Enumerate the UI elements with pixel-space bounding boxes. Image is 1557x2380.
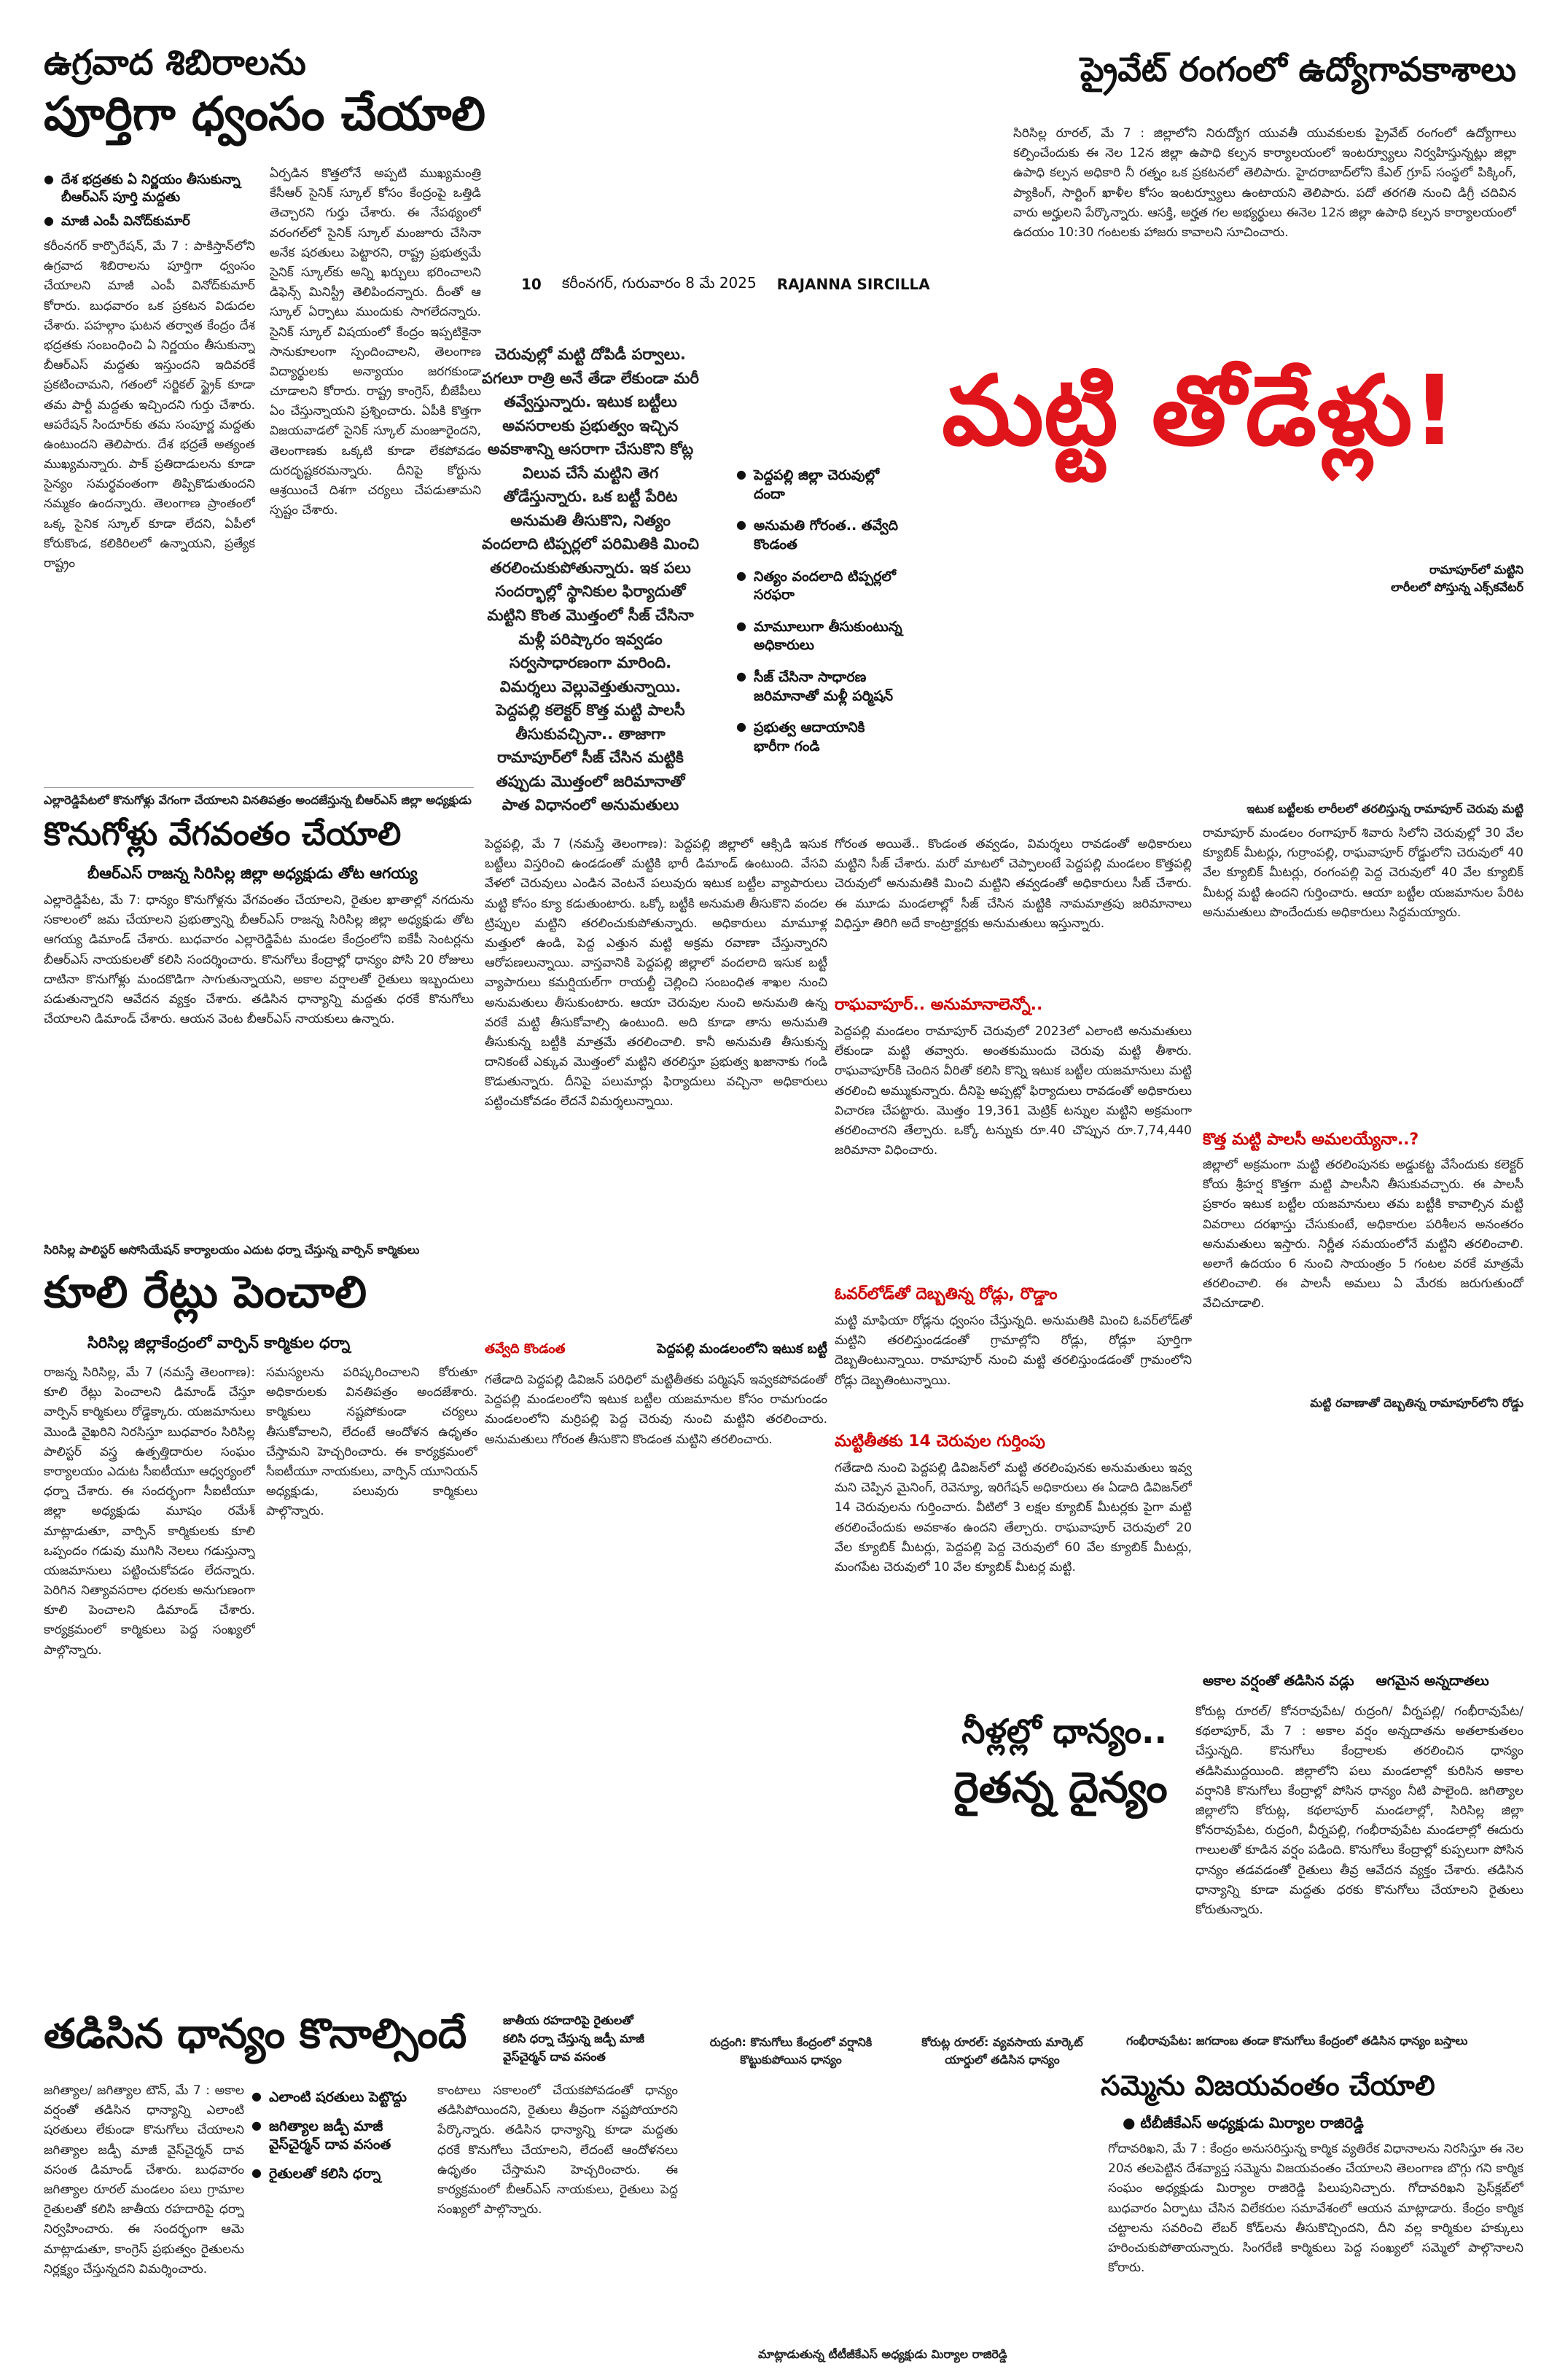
- story1-kicker: ఉగ్రవాద శిబిరాలను: [44, 44, 306, 83]
- story7-body1: జగిత్యాల/ జగిత్యాల టౌన్, మే 7 : అకాల వర్షంతో తడిసిన ధాన్యాన్ని ఎలాంటి షరతులు లేకుండా కొనుగోలు చేయాలని జగిత్యాల జడ్పీ మాజీ వైస్‌చైర్మన్ దావ వసంత డిమాండ్ చేశారు. బుధవారం జగిత్యాల రూరల్ మండలం పలు గ్రామాల రైతులతో కలిసి జాతీయ రహదారిపై ధర్నా నిర్వహించారు. ఈ సందర్భంగా ఆమె మాట్లాడుతూ, కాంగ్రెస్ ప్రభుత్వం రైతులను నిర్లక్ష్యం చేస్తున్నదని విమర్శించారు.: [44, 2083, 244, 2276]
- story3-col2-para: గతేడాది నుంచి పెద్దపల్లి డివిజన్‌లో మట్టి తరలింపునకు అనుమతులు ఇవ్వ మని చెప్పిన మైనింగ్, రెవెన్యూ, ఇరిగేషన్ అధికారులు ఈ ఏడాది డివిజన్‌లో 14 చెరువులను గుర్తించారు. వీటిలో 3 లక్షల క్యూబిక్ మీటర్లకు పైగా మట్టి తరలించేందుకు అవకాశం ఉందని తేల్చారు. రాఘవాపూర్ చెరువులో 20 వేల క్యూబిక్ మీటర్లు, పెద్దపల్లి పెద్ద చెరువులో 60 వేల క్యూబిక్ మీటర్లు, మంగపేట చెరువులో 10 వేల క్యూబిక్ మీటర్ల మట్టి.: [835, 1461, 1192, 1575]
- story2-kicker: ప్రైవేట్ రంగంలో ఉద్యోగావకాశాలు: [1080, 51, 1516, 89]
- photo-caption-gambhiraopet: గంభీరావుపేట: జగదాంబ తండా కొనుగోలు కేంద్రంలో తడిసిన ధాన్యం బస్తాలు: [1126, 2034, 1468, 2048]
- photo-caption-korutla: కోరుట్ల రూరల్: వ్యవసాయ మార్కెట్ యార్డులో తడిసిన ధాన్యం: [921, 2035, 1083, 2067]
- story8-bullet: ● టీబీజీకేఎస్ అధ్యక్షుడు మిర్యాల రాజిరెడ్డి: [1123, 2114, 1364, 2131]
- story5-body2: సమస్యలను పరిష్కరించాలని కోరుతూ అధికారులకు వినతిపత్రం అందజేశారు. కార్మికులు నష్టపోకుండా చర్యలు తీసుకోవాలని, లేదంటే ఆందోళన ఉధృతం చేస్తామని హెచ్చరించారు. ఈ కార్యక్రమంలో సీఐటీయూ నాయకులు, వార్పిన్ యూనియన్ అధ్యక్షుడు, పలువురు కార్మికులు పాల్గొన్నారు.: [266, 1365, 477, 1519]
- story5-body1: రాజన్న సిరిసిల్ల, మే 7 (నమస్తే తెలంగాణ): కూలి రేట్లు పెంచాలని డిమాండ్ చేస్తూ వార్పిన్ కార్మికులు రోడ్డెక్కారు. యజమానులు మొండి వైఖరిని నిరసిస్తూ బుధవారం సిరిసిల్ల పాలిస్టర్ వస్త్ర ఉత్పత్తిదారుల సంఘం కార్యాలయం ఎదుట సీఐటీయూ ఆధ్వర్యంలో ధర్నా చేశారు. ఈ సందర్భంగా సీఐటీయూ జిల్లా అధ్యక్షుడు మూషం రమేశ్ మాట్లాడుతూ, వార్పిన్ కార్మికులకు కూలి ఒప్పందం గడువు ముగిసి నెలలు గడుస్తున్నా యజమానులు పట్టించుకోవడం లేదన్నారు. పెరిగిన నిత్యావసరాల ధరలకు అనుగుణంగా కూలి పెంచాలని డిమాండ్ చేశారు. కార్యక్రమంలో కార్మికులు పెద్ద సంఖ్యలో పాల్గొన్నారు.: [44, 1365, 255, 1658]
- story3-pull-quote: చెరువుల్లో మట్టి దోపిడీ పర్వాలు. పగలూ రాత్రి అనే తేడా లేకుండా మరీ తవ్వేస్తున్నారు. ఇటుక బట్టీలు అవసరాలకు ప్రభుత్వం ఇచ్చిన అవకాశాన్ని ఆసరాగా చేసుకొని కోట్ల విలువ చేసే మట్టిని తెగ తోడేస్తున్నారు. ఒక బట్టీ పేరిట అనుమతి తీసుకొని, నిత్యం వందలాది టిప్పర్లలో పరిమితికి మించి తరలించుకుపోతున్నారు. ఇక పలు సందర్భాల్లో స్థానికుల ఫిర్యాదుతో మట్టిని కొంత మొత్తంలో సీజ్ చేసినా మళ్లీ పరిష్కారం ఇవ్వడం సర్వసాధారణంగా మారింది. విమర్శలు వెల్లువెత్తుతున్నాయి. పెద్దపల్లి కలెక్టర్ కొత్త మట్టి పాలసీ తీసుకువచ్చినా.. తాజాగా రామాపూర్‌లో సీజ్ చేసిన మట్టికి తప్పుడు మొత్తంలో జరిమానాతో పాత విధానంలో అనుమతులు: [482, 346, 699, 814]
- story3-right-col: రామాపూర్ మండలం రంగాపూర్ శివారు సిలోని చెరువుల్లో 30 వేల క్యూబిక్ మీటర్లు, గుర్రాంపల్లి, రాఘవాపూర్ రోడ్డులోని చెరువులో 40 వేల క్యూబిక్ మీటర్లు, రంగంపల్లి పెద్ద చెరువులో 40 వేల క్యూబిక్ మీటర్ల మట్టి ఉందని గుర్తించారు. ఆయా బట్టీల యజమానుల పేరిట అనుమతులు పొందేందుకు అధికారులు సిద్ధమయ్యారు.: [1203, 826, 1523, 920]
- story3-photo-byline: [1305, 561, 1523, 605]
- story7-deck-line: వైస్‌చైర్మన్ దావ వసంత: [503, 2049, 606, 2064]
- story1-body-left: కరీంనగర్ కార్పొరేషన్, మే 7 : పాకిస్తాన్‌లోని ఉగ్రవాద శిబిరాలను పూర్తిగా ధ్వంసం చేయాలని మాజీ ఎంపీ వినోద్‌కుమార్ కోరారు. బుధవారం ఒక ప్రకటన విడుదల చేశారు. పహల్గాం ఘటన తర్వాత కేంద్రం దేశ భద్రతకు సంబంధించి ఏ నిర్ణయం తీసుకున్నా బీఆర్ఎస్ మద్దతు ఇస్తుందని ఇదివరకే ప్రకటించామని, గతంలో సర్జికల్ స్ట్రైక్ కూడా తమ పార్టీ మద్దతు ఇచ్చిందని గుర్తు చేశారు. ఆపరేషన్ సిందూర్‌కు తమ సంపూర్ణ మద్దతు ఉంటుందని తెలిపారు. దేశ భద్రతే అత్యంత ముఖ్యమన్నారు. పాక్ ప్రతిదాడులను కూడా సైన్యం సమర్థవంతంగా తిప్పికొడుతుందని నమ్మకం ఉందన్నారు. తెలంగాణ ప్రాంతంలో ఒక్క సైనిక స్కూల్ కూడా లేదని, ఏపీలో కోరుకొండ, కలికిరిలలో ఉన్నాయని, ప్రత్యేక రాష్ట్రం: [44, 239, 255, 571]
- story4-headline: కొనుగోళ్లు వేగవంతం చేయాలి: [44, 816, 402, 853]
- story6-headline-line1: నీళ్లల్లో ధాన్యం..: [961, 1713, 1167, 1751]
- story3-subhead: రాఘవాపూర్.. అనుమానాలెన్నో..: [835, 996, 1043, 1014]
- story7-photo-caption: [503, 2012, 685, 2085]
- story7-body2: కాంటాలు సకాలంలో చేయకపోవడంతో ధాన్యం తడిసిపోయిందని, రైతులు తీవ్రంగా నష్టపోయారని పేర్కొన్నారు. తడిసిన ధాన్యాన్ని కూడా మద్దతు ధరకే కొనుగోలు చేయాలని, లేదంటే ఆందోళనలు ఉధృతం చేస్తామని హెచ్చరించారు. ఈ కార్యక్రమంలో బీఆర్ఎస్ నాయకులు, రైతులు పెద్ద సంఖ్యలో పాల్గొన్నారు.: [437, 2083, 678, 2217]
- story1-bullet: ● దేశ భద్రతకు ఏ నిర్ణయం తీసుకున్నా బీఆర్ఎస్ పూర్తి మద్దతు: [44, 171, 255, 207]
- story3-body-col1: పెద్దపల్లి, మే 7 (నమస్తే తెలంగాణ): పెద్దపల్లి జిల్లాలో ఆక్సిడి ఇసుక బట్టీలు విస్తరించి ఉండడంతో మట్టికి భారీ డిమాండ్ ఉంటుంది. వేసవి వేళలో చెరువులు ఎండిన వెంటనే పలువురు ఇటుక బట్టీల వ్యాపారులు మట్టి కోసం క్యూ కడుతుంటారు. ఒక్కో బట్టీకి అనుమతి తీసుకొని వందల ట్రిప్పుల మట్టిని తరలించుకుపోతున్నారు. అధికారులు మామూళ్ల మత్తులో ఉండి, పెద్ద ఎత్తున మట్టి అక్రమ రవాణా చేస్తున్నారని ఆరోపణలున్నాయి. వాస్తవానికి పెద్దపల్లి జిల్లాలో వందలాది ఇసుక బట్టీ వ్యాపారులు కమర్షియల్‌గా రాయల్టీ చెల్లించి సంబంధిత శాఖల నుంచి అనుమతులు తీసుకుంటారు. ఆయా చెరువుల నుంచి అనుమతి ఉన్న వరకే మట్టి తీసుకోవాల్సి ఉంటుంది. అది కూడా తాను అనుమతి తీసుకున్న బట్టీకి మాత్రమే తరలించాలి. కానీ అనుమతి తీసుకున్న దానికంటే ఎక్కువ మొత్తంలో మట్టిని తరలిస్తూ ప్రభుత్వ ఖజానాకు గండి కొడుతున్నారు. దీనిపై పలుమార్లు ఫిర్యాదులు వచ్చినా అధికారులు పట్టించుకోవడం లేదనే విమర్శలున్నాయి.: [485, 837, 827, 1109]
- story4-deck: బీఆర్ఎస్ రాజన్న సిరిసిల్ల జిల్లా అధ్యక్షుడు తోట ఆగయ్య: [87, 865, 418, 882]
- story8-headline: సమ్మెను విజయవంతం చేయాలి: [1101, 2070, 1435, 2102]
- story3-headline: మట్టి తోడేళ్లు!: [942, 355, 1456, 467]
- story3-bullet: ● పెద్దపల్లి జిల్లా చెరువుల్లో దందా: [736, 467, 904, 504]
- folio-dateline: కరీంనగర్, గురువారం 8 మే 2025: [561, 273, 757, 292]
- folio-edition: RAJANNA SIRCILLA: [776, 276, 930, 293]
- mid-photo-caption: పెద్దపల్లి మండలంలోని ఇటుక బట్టీ: [657, 1341, 827, 1357]
- story7-bullet: ● రైతులతో కలిసి ధర్నా: [251, 2165, 434, 2184]
- story3-photo-caption: మట్టి రవాణాతో దెబ్బతిన్న రామాపూర్‌లోని రోడ్డు: [1310, 1396, 1523, 1410]
- story1-bullets: [44, 171, 255, 233]
- story1-bullet: ● మాజీ ఎంపీ వినోద్‌కుమార్: [44, 213, 255, 230]
- folio: [521, 270, 988, 299]
- story3-col2-para: మట్టి మాఫియా రోడ్లను ధ్వంసం చేస్తున్నది. అనుమతికి మించి ఓవర్‌లోడ్‌తో మట్టిని తరలిస్తుండడంతో గ్రామాల్లోని రోడ్లు, రోడ్లూ పూర్తిగా దెబ్బతింటున్నాయి. రామాపూర్ నుంచి మట్టి తరలిస్తుండడంతో గ్రామంలోని రోడ్లు దెబ్బతింటున్నాయి.: [835, 1314, 1192, 1388]
- story8-body: గోదావరిఖని, మే 7 : కేంద్రం అనుసరిస్తున్న కార్మిక వ్యతిరేక విధానాలను నిరసిస్తూ ఈ నెల 20న తలపెట్టిన దేశవ్యాప్త సమ్మెను విజయవంతం చేయాలని తెలంగాణ బొగ్గు గని కార్మిక సంఘం అధ్యక్షుడు మిర్యాల రాజిరెడ్డి పిలుపునిచ్చారు. గోదావరిఖని ప్రెస్‌క్లబ్‌లో బుధవారం ఏర్పాటు చేసిన విలేకరుల సమావేశంలో ఆయన మాట్లాడారు. కేంద్రం కార్మిక చట్టాలను సవరించి లేబర్ కోడ్‌లను తీసుకొచ్చిందని, దీని వల్ల కార్మికుల హక్కులు హరించుకుపోతాయన్నారు. సింగరేణి కార్మికులు పెద్ద సంఖ్యలో సమ్మెలో పాల్గొనాలని కోరారు.: [1108, 2142, 1523, 2276]
- story6-headline-line2: రైతన్న దైన్యం: [953, 1764, 1168, 1812]
- story4-body: ఎల్లారెడ్డిపేట, మే 7: ధాన్యం కొనుగోళ్లను వేగవంతం చేయాలని, రైతుల ఖాతాల్లో నగదును సకాలంలో జమ చేయాలని ప్రభుత్వాన్ని బీఆర్ఎస్ రాజన్న సిరిసిల్ల జిల్లా అధ్యక్షుడు తోట ఆగయ్య డిమాండ్ చేశారు. బుధవారం ఎల్లారెడ్డిపేట మండల కేంద్రంలోని ఐకేపీ సెంటర్లను బీఆర్ఎస్ నాయకులతో కలిసి సందర్శించారు. కొనుగోలు కేంద్రాల్లో ధాన్యం పోసి 20 రోజులు దాటినా కొనుగోళ్లు మందకొడిగా సాగుతున్నాయని, అకాల వర్షాలతో రైతులు ఇబ్బందులు పడుతున్నారని ఆవేదన వ్యక్తం చేశారు. తడిసిన ధాన్యాన్ని మద్దతు ధరకే కొనుగోలు చేయాలని డిమాండ్ చేశారు. ఆయన వెంట బీఆర్ఎస్ నాయకులు ఉన్నారు.: [44, 893, 474, 1027]
- story3-right-col2: జిల్లాలో అక్రమంగా మట్టి తరలింపునకు అడ్డుకట్ట వేసేందుకు కలెక్టర్ కోయ శ్రీహర్ష కొత్తగా మట్టి పాలసీని తీసుకువచ్చారు. ఈ పాలసీ ప్రకారం ఇటుక బట్టీల యజమానులు తమ బట్టీకి కావాల్సిన మట్టి వివరాలు దరఖాస్తు చేసుకుంటే, అధికారుల పరిశీలన అనంతరం అనుమతులు ఇస్తారు. నిర్ణీత సమయంలోనే మట్టిని తరలించాలి. అలాగే ఉదయం 6 నుంచి సాయంత్రం 5 గంటల వరకే మాత్రమే తరలించాలి. ఈ పాలసీ అమలు ఏ మేరకు జరుగుతుందో వేచిచూడాలి.: [1203, 1158, 1523, 1311]
- story3-bullet: ● అనుమతి గోరంత.. తవ్వేది కొండంత: [736, 517, 904, 554]
- divider: [44, 787, 474, 788]
- story3-subhead: మట్టితీతకు 14 చెరువుల గుర్తింపు: [835, 1432, 1045, 1451]
- story7-bullet: ● ఎలాంటి షరతులు పెట్టొద్దు: [251, 2088, 434, 2107]
- story6-bullets: [1203, 1673, 1523, 1698]
- story7-headline: తడిసిన ధాన్యం కొనాల్సిందే: [44, 2012, 467, 2058]
- story3-col2-para: పెద్దపల్లి మండలం రామాపూర్ చెరువులో 2023లో ఎలాంటి అనుమతులు లేకుండా మట్టి తవ్వారు. అంతకుముందు చెరువు మట్టి తీశారు. రాఘవాపూర్‌కి చెందిన వీరితో కలిసి కొన్ని ఇటుక బట్టీల యజమానులు మట్టి తరలించి అమ్ముకున్నారు. దీనిపై అప్పట్లో ఫిర్యాదులు రావడంతో అధికారులు విచారణ చేపట్టారు. మొత్తం 19,361 మెట్రిక్ టన్నుల మట్టిని అక్రమంగా తరలించారని తేల్చారు. ఒక్కో టన్నుకు రూ.40 చొప్పున రూ.7,74,440 జరిమానా విధించారు.: [835, 1024, 1192, 1158]
- story3-bullet: ● సీజ్ చేసినా సాధారణ జరిమానాతో మళ్లీ పర్మిషన్: [736, 668, 904, 706]
- story3-bullet: ● మామూలుగా తీసుకుంటున్న అధికారులు: [736, 618, 904, 655]
- story5-photo-caption: సిరిసిల్ల పాలిస్టర్ అసోసియేషన్ కార్యాలయం ఎదుట ధర్నా చేస్తున్న వార్పిన్ కార్మికులు: [44, 1243, 420, 1257]
- story7-bullet: ● జగిత్యాల జడ్పీ మాజీ వైస్‌చైర్మన్ దావ వసంత: [251, 2118, 434, 2155]
- story3-photo-caption: ఇటుక బట్టీలకు లారీలలో తరలిస్తున్న రామాపూర్ చెరువు మట్టి: [1246, 802, 1523, 816]
- story3-bullet: ● నిత్యం వందలాది టిప్పర్లలో సరఫరా: [736, 568, 904, 605]
- story4-photo-caption: ఎల్లారెడ్డిపేటలో కొనుగోళ్లు వేగంగా చేయాలని వినతిపత్రం అందజేస్తున్న బీఆర్ఎస్ జిల్లా అధ్యక్షుడు: [44, 793, 472, 807]
- story1-body-right: ఏర్పడిన కొత్తలోనే అప్పటి ముఖ్యమంత్రి కేసీఆర్ సైనిక్ స్కూల్ కోసం కేంద్రంపై ఒత్తిడి తెచ్చారని గుర్తు చేశారు. ఈ నేపథ్యంలో వరంగల్‌లో సైనిక్ స్కూల్ మంజూరు చేసినా అనేక షరతులు పెట్టారని, రాష్ట్ర ప్రభుత్వమే సైనిక్ స్కూల్‌కు అన్ని ఖర్చులు భరించాలని డిఫెన్స్ మినిస్ట్రీ తెలిపిందన్నారు. దీంతో ఆ స్కూల్ ఏర్పాటు ముందుకు సాగలేదన్నారు. సైనిక్ స్కూల్ విషయంలో కేంద్రం ఇప్పటికైనా సానుకూలంగా స్పందించాలని, తెలంగాణ విద్యార్థులకు అన్యాయం జరగకుండా చూడాలని కోరారు. రాష్ట్ర కాంగ్రెస్, బీజేపీలు ఏం చేస్తున్నాయని ప్రశ్నించారు. ఏపీకి కొత్తగా విజయవాడలో సైనిక్ స్కూల్ మంజూరైందని, తెలంగాణకు ఒక్కటి కూడా లేకపోవడం దురదృష్టకరమన్నారు. దీనిపై కోర్టును ఆశ్రయించే దిశగా చర్యలు చేపడుతామని స్పష్టం చేశారు.: [270, 166, 481, 518]
- story6-body: కోరుట్ల రూరల్/ కోనరావుపేట/ రుద్రంగి/ వీర్నపల్లి/ గంభీరావుపేట/ కథలాపూర్, మే 7 : అకాల వర్షం అన్నదాతను అతలాకుతలం చేస్తున్నది. కొనుగోలు కేంద్రాలకు తరలించిన ధాన్యం తడిసిముద్దయింది. జిల్లాలోని పలు మండలాల్లో కురిసిన అకాల వర్షానికి కొనుగోలు కేంద్రాల్లో పోసిన ధాన్యం నీటి పాలైంది. జగిత్యాల జిల్లాలోని కోరుట్ల, కథలాపూర్ మండలాల్లో, సిరిసిల్ల జిల్లా కోనరావుపేట, రుద్రంగి, వీర్నపల్లి, గంభీరావుపేట మండలాల్లో ఈదురు గాలులతో కూడిన వర్షం పడింది. కొనుగోలు కేంద్రాల్లో కుప్పలుగా పోసిన ధాన్యం తడవడంతో రైతులు తీవ్ర ఆవేదన వ్యక్తం చేశారు. తడిసిన ధాన్యాన్ని కూడా మద్దతు ధరకు కొనుగోలు చేయాలని రైతులు కోరుతున్నారు.: [1195, 1704, 1523, 1917]
- story7-bullets: [251, 2088, 434, 2234]
- mid-photo-header: [485, 1341, 827, 1362]
- story3-byline-line1: రామాపూర్‌లో మట్టిని: [1429, 563, 1523, 577]
- story1-headline-block: [44, 44, 496, 160]
- story3-subhead: ఓవర్‌లోడ్‌తో దెబ్బతిన్న రోడ్లు, రొడ్డాం: [835, 1285, 1058, 1303]
- story7-deck-line: జాతీయ రహదారిపై రైతులతో: [503, 2013, 633, 2027]
- story3-subhead: కొత్త మట్టి పాలసీ అమలయ్యేనా..?: [1203, 1131, 1419, 1149]
- photo-caption-rajireddy: మాట్లాడుతున్న టీటీజీకేఎస్ అధ్యక్షుడు మిర్యాల రాజిరెడ్డి: [758, 2347, 1007, 2361]
- story3-col2-para: గోరంత అయితే.. కొండంత తవ్వడం, విమర్శలు రావడంతో అధికారులు మట్టిని సీజ్ చేశారు. మరో మాటలో చెప్పాలంటే పెద్దపల్లి మండలం కొత్తపల్లి చెరువులో అనుమతికి మించి మట్టిని తవ్వడంతో అధికారులు సీజ్ చేశారు. ఈ మూడు మండలాల్లో సీజ్ చేసిన మట్టికి నామమాత్రపు జరిమానాలు విధిస్తూ తిరిగి అదే కాంట్రాక్టర్లకు అనుమతులు ఇస్తున్నారు.: [835, 837, 1192, 931]
- story1-headline: పూర్తిగా ధ్వంసం చేయాలి: [44, 87, 486, 141]
- photo-caption-rudrangi: రుద్రంగి: కొనుగోలు కేంద్రంలో వర్షానికి కొట్టుకుపోయిన ధాన్యం: [709, 2035, 873, 2067]
- story2-body: సిరిసిల్ల రూరల్, మే 7 : జిల్లాలోని నిరుద్యోగ యువతీ యువకులకు ప్రైవేట్ రంగంలో ఉద్యోగాలు కల్పించేందుకు ఈ నెల 12న జిల్లా ఉపాధి కల్పన కార్యాలయంలో ఇంటర్వ్యూలు నిర్వహిస్తున్నట్లు జిల్లా ఉపాధి కల్పన అధికారి నీ రత్నం ఒక ప్రకటనలో తెలిపారు. హైదరాబాద్‌లోని కేఎల్ గ్రూప్ సంస్థలో పిక్కింగ్, ప్యాకింగ్, సార్టింగ్ ఖాళీల కోసం ఇంటర్వ్యూలు ఉంటాయని తెలిపారు. పదో తరగతి నుంచి డిగ్రీ చదివిన వారు అర్హులని పేర్కొన్నారు. ఆసక్తి, అర్హత గల అభ్యర్థులు ఈనెల 12న జిల్లా ఉపాధి కల్పన కార్యాలయంలో ఉదయం 10:30 గంటలకు హాజరు కావాలని సూచించారు.: [1013, 126, 1516, 240]
- story7-deck-line: కలిసి ధర్నా చేస్తున్న జడ్పీ మాజీ: [503, 2031, 644, 2045]
- story3-bullets: [736, 467, 904, 824]
- story3-byline-line2: లారీలలో పోస్తున్న ఎక్స్‌కవేటర్: [1391, 580, 1523, 594]
- story8-bullet-text: టీబీజీకేఎస్ అధ్యక్షుడు మిర్యాల రాజిరెడ్డి: [1140, 2114, 1364, 2131]
- story6-bullet: అకాల వర్షంతో తడిసిన వడ్లు: [1203, 1673, 1354, 1689]
- story3-body-col2: [835, 835, 1192, 1709]
- story3-bullet: ● ప్రభుత్వ ఆదాయానికి భారీగా గండి: [736, 719, 904, 756]
- story6-bullet: ఆగమైన అన్నదాతలు: [1375, 1673, 1489, 1689]
- mid-photo-label: తవ్వేది కొండంత: [485, 1341, 566, 1357]
- page-number: 10: [521, 276, 542, 293]
- mid-photo-text: గతేడాది పెద్దపల్లి డివిజన్ పరిధిలో మట్టితీతకు పర్మిషన్ ఇవ్వకపోవడంతో పెద్దపల్లి మండలంలోని ఇటుక బట్టీల యజమానుల కోసం రామగుండం మండలంలోని మర్రిపల్లి పెద్ద చెరువు నుంచి మట్టిని తరలించారు. అనుమతులు గోరంత తీసుకొని కొండంత మట్టిని తరలించారు.: [485, 1373, 827, 1447]
- story5-headline: కూలి రేట్లు పెంచాలి: [44, 1268, 367, 1318]
- story5-deck: సిరిసిల్ల జిల్లాకేంద్రంలో వార్పిన్ కార్మికుల ధర్నా: [87, 1334, 351, 1351]
